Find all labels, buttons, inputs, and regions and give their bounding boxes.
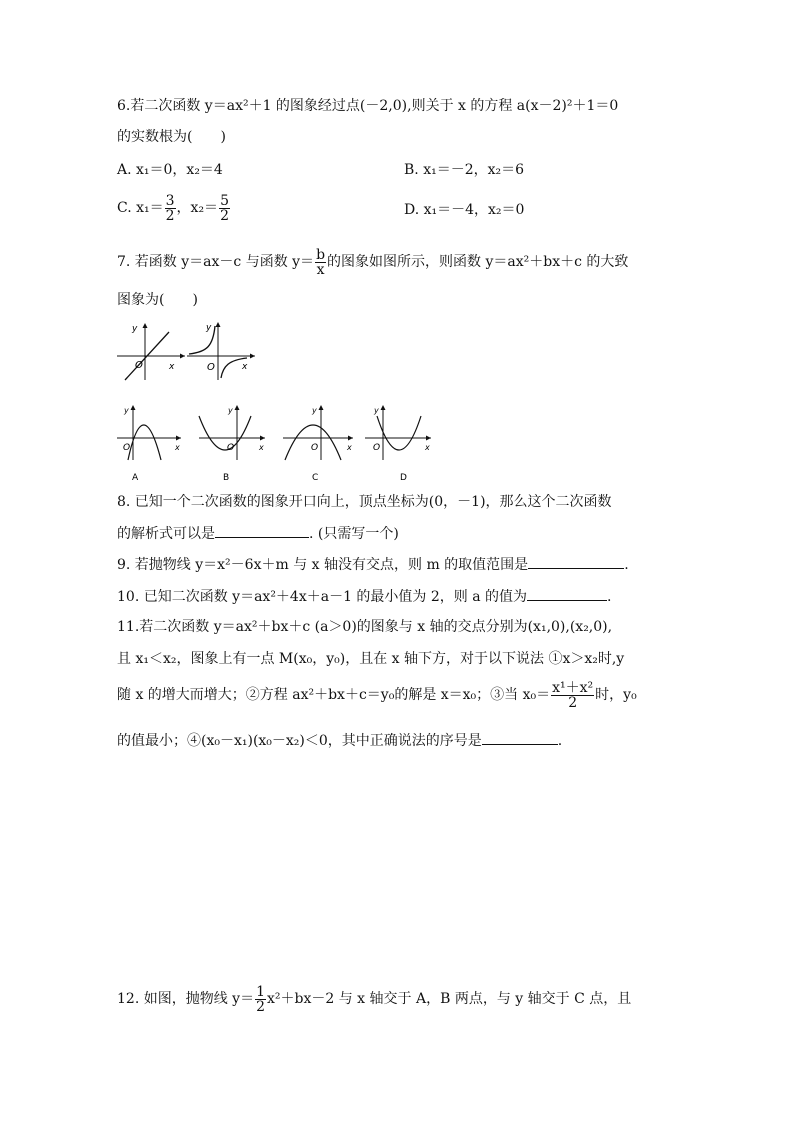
- q7-fraction: $\frac{b}{x}$: [316, 246, 326, 278]
- q8-stem-line2: 的解析式可以是 . (只需写一个): [117, 523, 399, 544]
- q9-answer-blank[interactable]: [528, 554, 624, 569]
- q6-option-b: B. x₁＝－2，x₂＝6: [404, 162, 525, 178]
- q6-option-c-prefix: C. x₁＝: [117, 200, 164, 216]
- q7-label-a: A: [132, 473, 139, 483]
- q8-stem-line1: 8. 已知一个二次函数的图象开口向上，顶点坐标为(0，－1)，那么这个二次函数: [117, 494, 612, 510]
- q11-answer-blank[interactable]: [482, 730, 558, 745]
- q11-stem-line2: 且 x₁＜x₂，图象上有一点 M(x₀，y₀)，且在 x 轴下方，对于以下说法 ①x＞x₂时,y: [117, 651, 625, 667]
- q6-option-a: A. x₁＝0，x₂＝4: [117, 162, 223, 178]
- svg-text:O: O: [311, 443, 319, 453]
- q12-fraction: $\frac{1}{2}$: [256, 983, 265, 1015]
- svg-text:x: x: [175, 443, 180, 452]
- q6-option-d: D. x₁＝－4，x₂＝0: [404, 202, 525, 218]
- q7-line-graph: [117, 323, 185, 380]
- q7-option-a-graph: [117, 405, 181, 483]
- q6-option-c-mid: ，x₂＝: [176, 200, 219, 216]
- q11-stem-line4: 的值最小；④(x₀－x₁)(x₀－x₂)＜0，其中正确说法的序号是 .: [117, 730, 562, 751]
- svg-text:x: x: [259, 443, 264, 452]
- q7-label-b: B: [223, 473, 230, 483]
- svg-text:O: O: [373, 443, 381, 453]
- svg-text:y: y: [374, 406, 379, 415]
- q7-stem-line1: 7. 若函数 y＝ax－c 与函数 y＝ $\frac{b}{x}$ 的图象如图所示，则函数 y＝ax²＋bx＋c 的大致: [117, 246, 629, 278]
- q11-stem-line3: 随 x 的增大而增大；②方程 ax²＋bx＋c＝y₀的解是 x＝x₀；③当 x₀＝ $\frac{\text{x¹＋x²}}{2}$ 时，y₀: [117, 679, 637, 711]
- q6-stem-line1: 6.若二次函数 y＝ax²＋1 的图象经过点(－2,0),则关于 x 的方程 a(x－2)²＋1＝0: [117, 98, 619, 114]
- svg-text:y: y: [124, 406, 129, 415]
- svg-text:x: x: [425, 443, 430, 452]
- q7-stem-line2: 图象为( ): [117, 292, 198, 308]
- svg-text:O: O: [135, 360, 143, 371]
- q12-stem: 12. 如图，抛物线 y＝ $\frac{1}{2}$ x²＋bx－2 与 x 轴交于 A，B 两点，与 y 轴交于 C 点，且: [117, 983, 632, 1015]
- svg-text:y: y: [132, 324, 138, 334]
- q8-answer-blank[interactable]: [215, 523, 309, 538]
- q6-option-c-fraction2: $\frac{5}{2}$: [220, 192, 229, 224]
- q6-stem-line2: 的实数根为( ): [117, 129, 226, 145]
- q9-stem: 9. 若抛物线 y＝x²－6x＋m 与 x 轴没有交点，则 m 的取值范围是 .: [117, 554, 629, 575]
- q7-given-graphs: [115, 320, 260, 382]
- svg-text:x: x: [347, 443, 352, 452]
- q10-answer-blank[interactable]: [527, 586, 607, 601]
- q7-option-graphs: [115, 402, 435, 484]
- q7-label-c: C: [312, 473, 319, 483]
- q11-stem-line1: 11.若二次函数 y＝ax²＋bx＋c (a＞0)的图象与 x 轴的交点分别为(x₁,0),(x₂,0),: [117, 619, 613, 635]
- q7-hyperbola-graph: [187, 322, 255, 380]
- svg-text:x: x: [242, 362, 248, 372]
- svg-text:x: x: [169, 362, 175, 372]
- svg-text:y: y: [206, 323, 212, 333]
- q10-stem: 10. 已知二次函数 y＝ax²＋4x＋a－1 的最小值为 2，则 a 的值为 .: [117, 586, 612, 607]
- q7-option-d-graph: [365, 405, 431, 483]
- q7-label-d: D: [400, 473, 407, 483]
- q7-option-c-graph: [283, 405, 353, 483]
- q7-option-b-graph: [199, 405, 265, 483]
- svg-text:O: O: [227, 443, 235, 453]
- svg-text:y: y: [228, 406, 233, 415]
- q6-option-c: [117, 188, 231, 228]
- svg-text:O: O: [123, 443, 131, 453]
- q6-option-c-fraction1: $\frac{3}{2}$: [165, 192, 175, 224]
- svg-text:y: y: [312, 406, 317, 415]
- q11-fraction: $\frac{\text{x¹＋x²}}{2}$: [552, 679, 594, 711]
- svg-text:O: O: [207, 362, 215, 373]
